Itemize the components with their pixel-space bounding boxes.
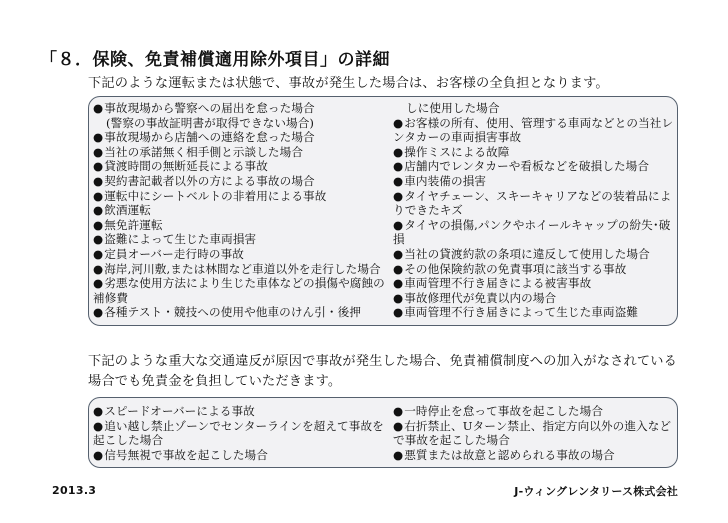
list-item: (警察の事故証明書が取得できない場合) [106,115,315,130]
list-item: ● 店舗内でレンタカーや看板などを破損した場合 [393,159,675,174]
list-item: ● その他保険約款の免責事項に該当する事故 [393,262,675,277]
list-item: ● 定員オーバー走行時の事故 [93,247,389,262]
list-item: ● 無免許運転 [93,218,389,233]
list-item: ● 右折禁止、Uターン禁止、指定方向以外の進入など で事故を起こした場合 [393,419,675,448]
list-item: ● 事故現場から店舗への連絡を怠った場合 [93,130,389,145]
list-item: ● 海岸,河川敷,または林間など車道以外を走行した場合 [93,262,389,277]
list-item: ● 一時停止を怠って事故を起こした場合 [393,404,675,419]
section2-intro: 下記のような重大な交通違反が原因で事故が発生した場合、免責補償制度への加入がなされている場合でも免責金を負担していただきます。 [88,354,678,389]
footer-date: 2013.3 [52,484,97,497]
list-item: ● 運転中にシートベルトの非着用による事故 [93,189,389,204]
list-item: ● 当社の貸渡約款の条項に違反して使用した場合 [393,247,675,262]
list-item: ● 悪質または故意と認められる事故の場合 [393,448,675,463]
list-item: ● タイヤチェーン、スキーキャリアなどの装着品によりできたキズ [393,189,675,218]
list-item: ● 事故現場から警察への届出を怠った場合 [93,101,389,116]
list-item: ● 操作ミスによる故障 [393,145,675,160]
list-item: ● タイヤの損傷,パンクやホイールキャップの紛失･破損 [393,218,675,247]
list-item: ● 車内装備の損害 [393,174,675,189]
list-item: ● 車両管理不行き届きによる被害事故 [393,276,675,291]
list-item: ● 事故修理代が免責以内の場合 [393,291,675,306]
list-item: ● 飲酒運転 [93,203,389,218]
list-item: ● 追い越し禁止ゾーンでセンターラインを超えて事故を起こした場合 [93,419,389,448]
list-item: ● 各種テスト・競技への使用や他車のけん引・後押 [93,305,389,320]
exclusion-box [88,96,678,326]
violation-box [88,397,678,468]
list-item: ● 契約書記載者以外の方による事故の場合 [93,174,389,189]
list-item: しに使用した場合 [406,101,500,115]
list-item: ● 盗難によって生じた車両損害 [93,232,389,247]
list-item: ● スピードオーバーによる事故 [93,404,389,419]
violation-list-right [393,404,675,462]
page-title: 「８．保険、免責補償適用除外項目」の詳細 [40,50,390,70]
list-item: ● 当社の承諾無く相手側と示談した場合 [93,145,389,160]
list-item: ● お客様の所有、使用、管理する車両などとの当社レンタカーの車両損害事故 [393,116,675,145]
violation-list-left [93,404,389,462]
exclusion-list-left [93,101,389,320]
section1-intro: 下記のような運転または状態で、事故が発生した場合は、お客様の全負担となります。 [88,76,609,91]
list-item: ● 信号無視で事故を起こした場合 [93,448,389,463]
list-item: ● 車両管理不行き届きによって生じた車両盗難 [393,305,675,320]
company-name: J-ウィングレンタリース株式会社 [514,485,678,498]
list-item: ● 貸渡時間の無断延長による事故 [93,159,389,174]
exclusion-list-right [393,101,675,320]
list-item: ● 劣悪な使用方法により生じた車体などの損傷や腐蝕の補修費 [93,276,389,305]
